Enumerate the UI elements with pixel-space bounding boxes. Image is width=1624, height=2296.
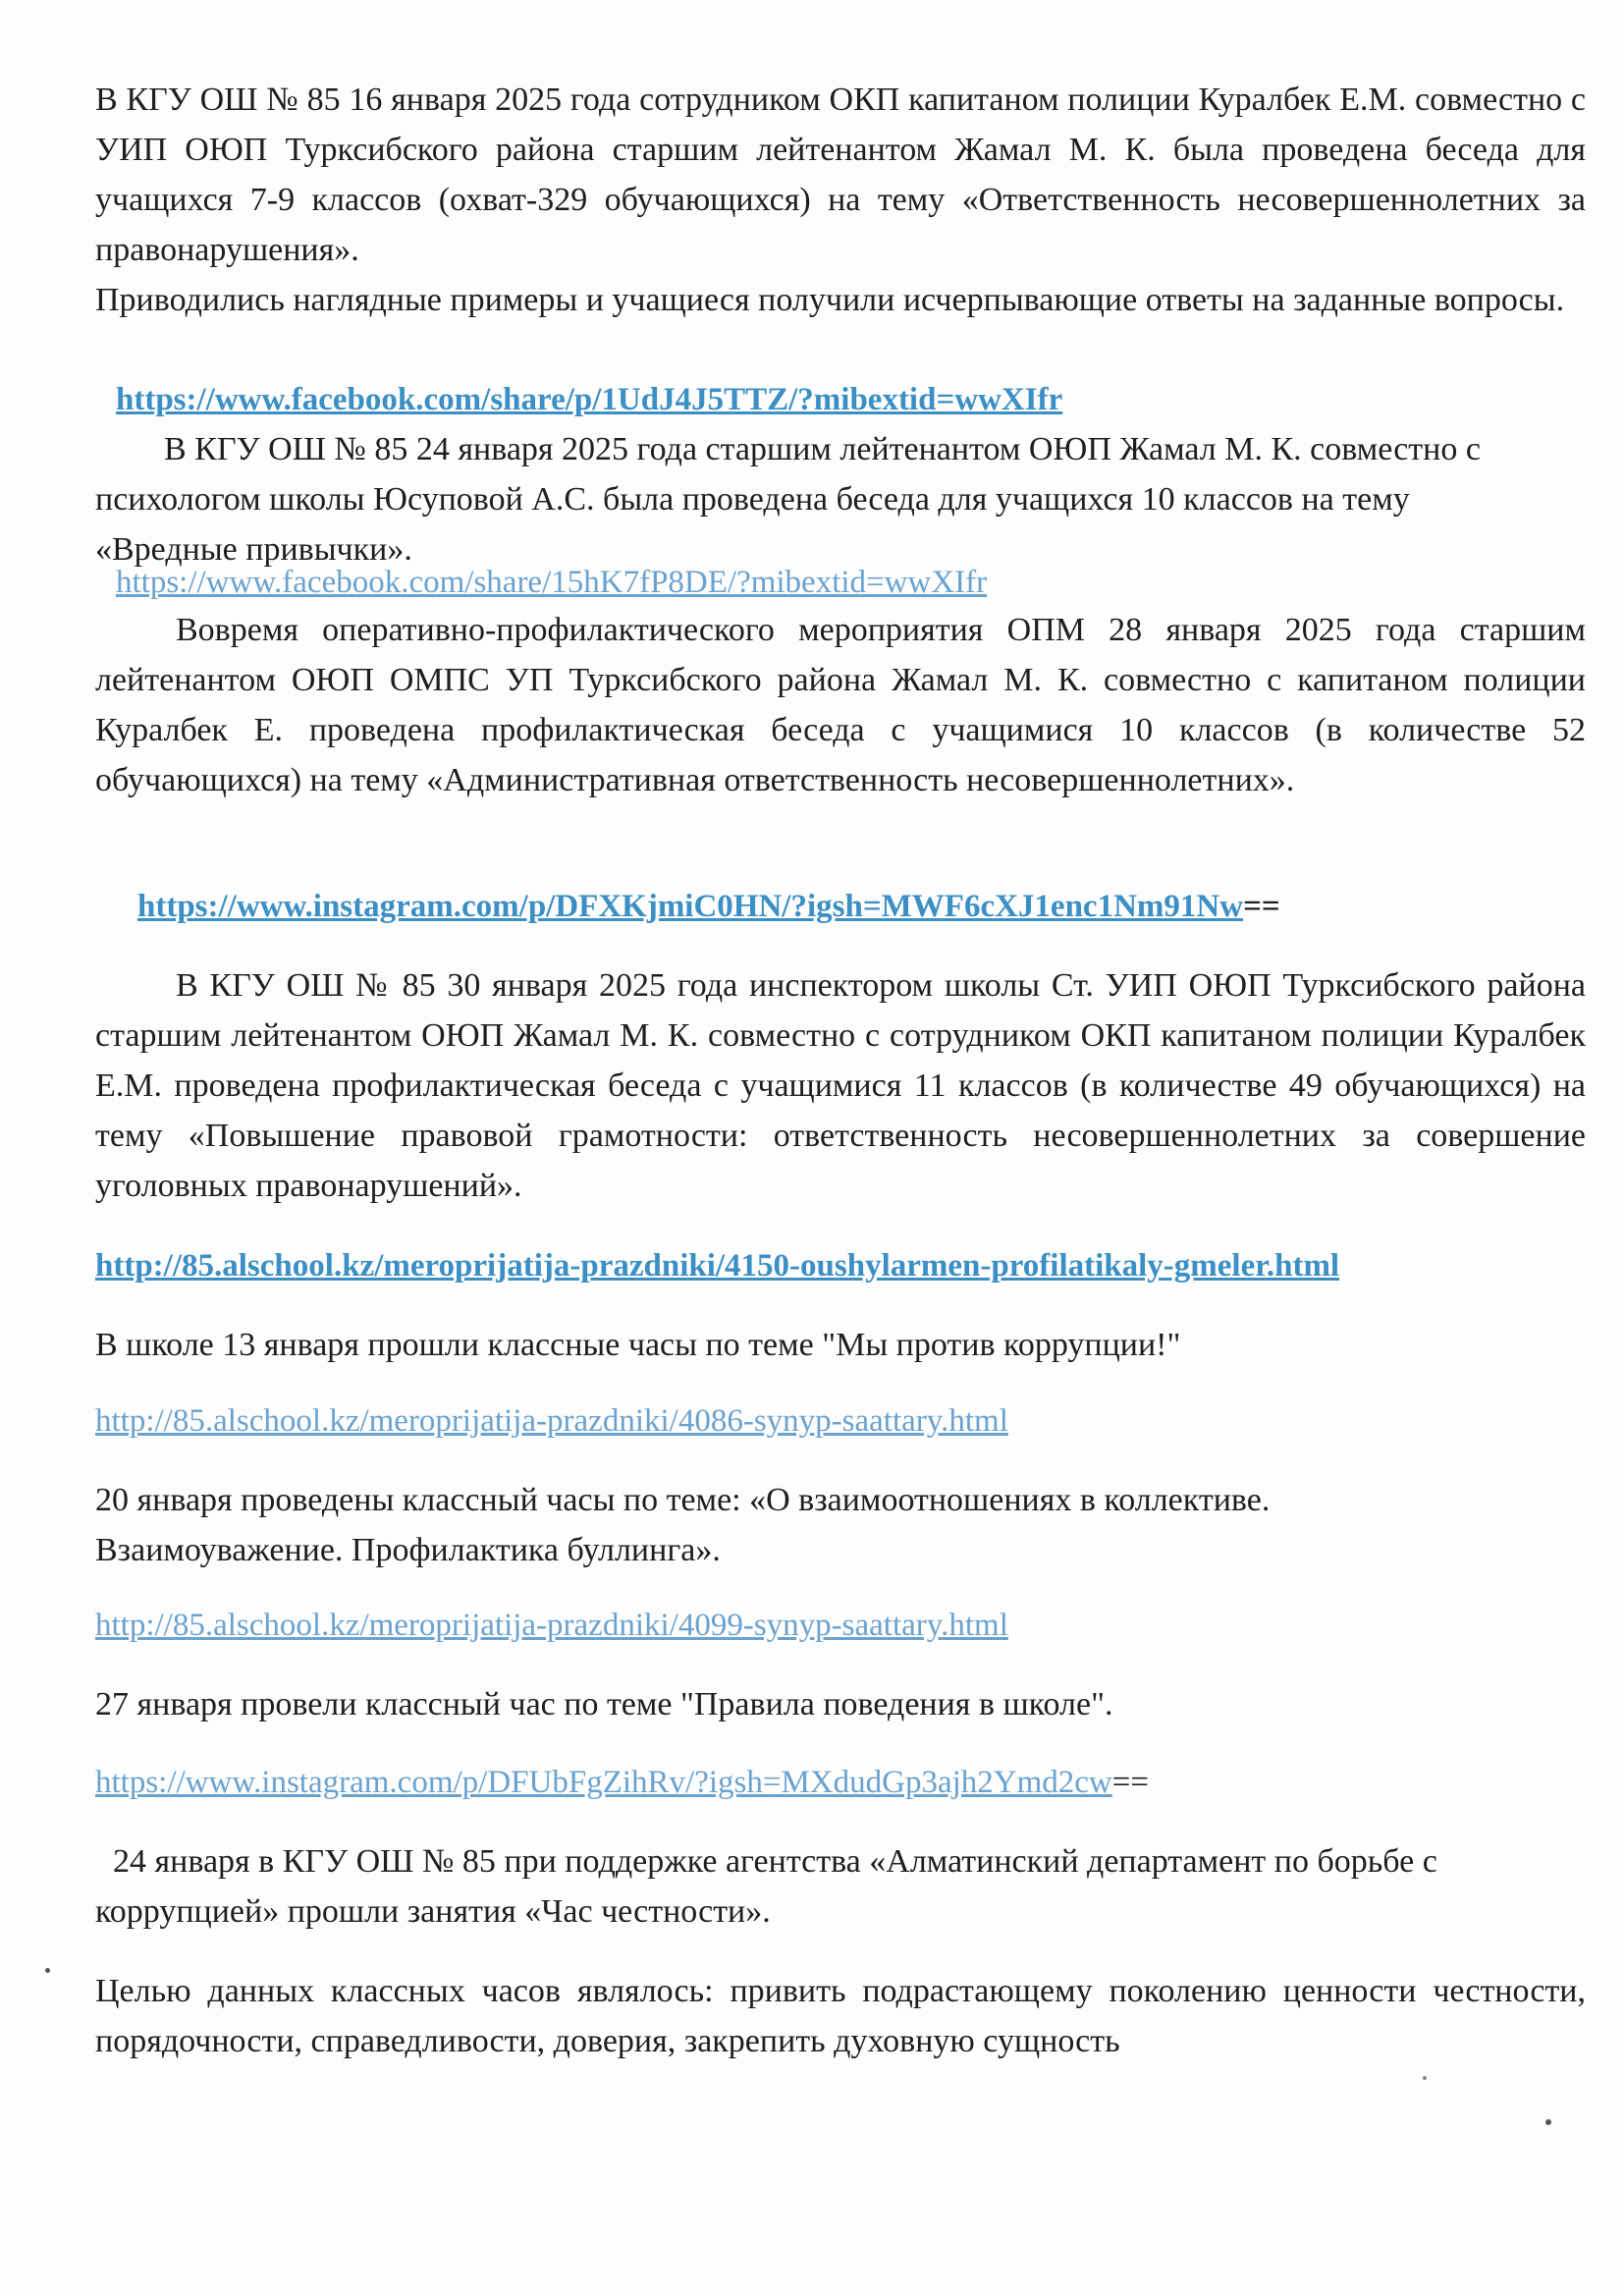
scan-speck (45, 1968, 50, 1973)
paragraph-class-hours-jan13: В школе 13 января прошли классные часы по теме "Мы против коррупции!" (95, 1327, 1181, 1363)
paragraph-lecture-jan24: В КГУ ОШ № 85 24 января 2025 года старшим лейтенантом ОЮП Жамал М. К. совместно с психологом школы Юсуповой А.С. была проведена беседа для учащихся 10 классов на тему «Вредные привычки». (95, 431, 1481, 568)
school-site-link-2[interactable]: http://85.alschool.kz/meroprijatija-prazdniki/4086-synyp-saattary.html (95, 1403, 1008, 1439)
facebook-link-2[interactable]: https://www.facebook.com/share/15hK7fP8DE/?mibextid=wwXIfr (116, 565, 988, 600)
instagram-link-1-line (137, 882, 1280, 932)
instagram-link-2[interactable]: https://www.instagram.com/p/DFUbFgZihRv/?igsh=MXdudGp3ajh2Ymd2cw (95, 1765, 1112, 1800)
scan-speck (1423, 2076, 1427, 2080)
paragraph-goal: Целью данных классных часов являлось: привить подрастающему поколению ценности честности, порядочности, справедливости, доверия, закрепить духовную сущность (95, 1973, 1586, 2059)
instagram-link-1-suffix: == (1243, 889, 1280, 924)
instagram-link-2-suffix: == (1111, 1765, 1149, 1800)
paragraph-examples: Приводились наглядные примеры и учащиеся получили исчерпывающие ответы на заданные вопросы. (95, 282, 1565, 318)
paragraph-lecture-jan30: В КГУ ОШ № 85 30 января 2025 года инспектором школы Ст. УИП ОЮП Турксибского района старшим лейтенантом ОЮП Жамал М. К. совместно с сотрудником ОКП капитаном полиции Куралбек Е.М. проведена профилактическая беседа с учащимися 11 классов (в количестве 49 обучающихся) на тему «Повышение правовой грамотности: ответственность несовершеннолетних за совершение уголовных правонарушений». (95, 967, 1586, 1204)
paragraph-opm-jan28: Вовремя оперативно-профилактического мероприятия ОПМ 28 января 2025 года старшим лейтенантом ОЮП ОМПС УП Турксибского района Жамал М. К. совместно с капитаном полиции Куралбек Е. проведена профилактическая беседа с учащимися 10 классов (в количестве 52 обучающихся) на тему «Административная ответственность несовершеннолетних». (95, 612, 1586, 798)
instagram-link-1[interactable]: https://www.instagram.com/p/DFXKjmiC0HN/?igsh=MWF6cXJ1enc1Nm91Nw (137, 889, 1244, 924)
paragraph-honesty-hour: 24 января в КГУ ОШ № 85 при поддержке агентства «Алматинский департамент по борьбе с коррупцией» прошли занятия «Час честности». (95, 1843, 1437, 1930)
facebook-link-1[interactable]: https://www.facebook.com/share/p/1UdJ4J5TTZ/?mibextid=wwXIfr (116, 382, 1063, 417)
school-site-link-1[interactable]: http://85.alschool.kz/meroprijatija-prazdniki/4150-oushylarmen-profilatikaly-gmeler.html (95, 1248, 1340, 1284)
school-site-link-3[interactable]: http://85.alschool.kz/meroprijatija-prazdniki/4099-synyp-saattary.html (95, 1608, 1008, 1643)
paragraph-class-hours-jan20: 20 января проведены классный часы по теме: «О взаимоотношениях в коллективе. Взаимоуважение. Профилактика буллинга». (95, 1482, 1271, 1568)
paragraph-class-hour-jan27: 27 января провели классный час по теме "Правила поведения в школе". (95, 1686, 1113, 1722)
scan-speck (1545, 2119, 1551, 2125)
paragraph-lecture-jan16: В КГУ ОШ № 85 16 января 2025 года сотрудником ОКП капитаном полиции Куралбек Е.М. совместно с УИП ОЮП Турксибского района старшим лейтенантом Жамал М. К. была проведена беседа для учащихся 7-9 классов (охват-329 обучающихся) на тему «Ответственность несовершеннолетних за правонарушения». (95, 82, 1586, 268)
instagram-link-2-line (95, 1758, 1149, 1808)
